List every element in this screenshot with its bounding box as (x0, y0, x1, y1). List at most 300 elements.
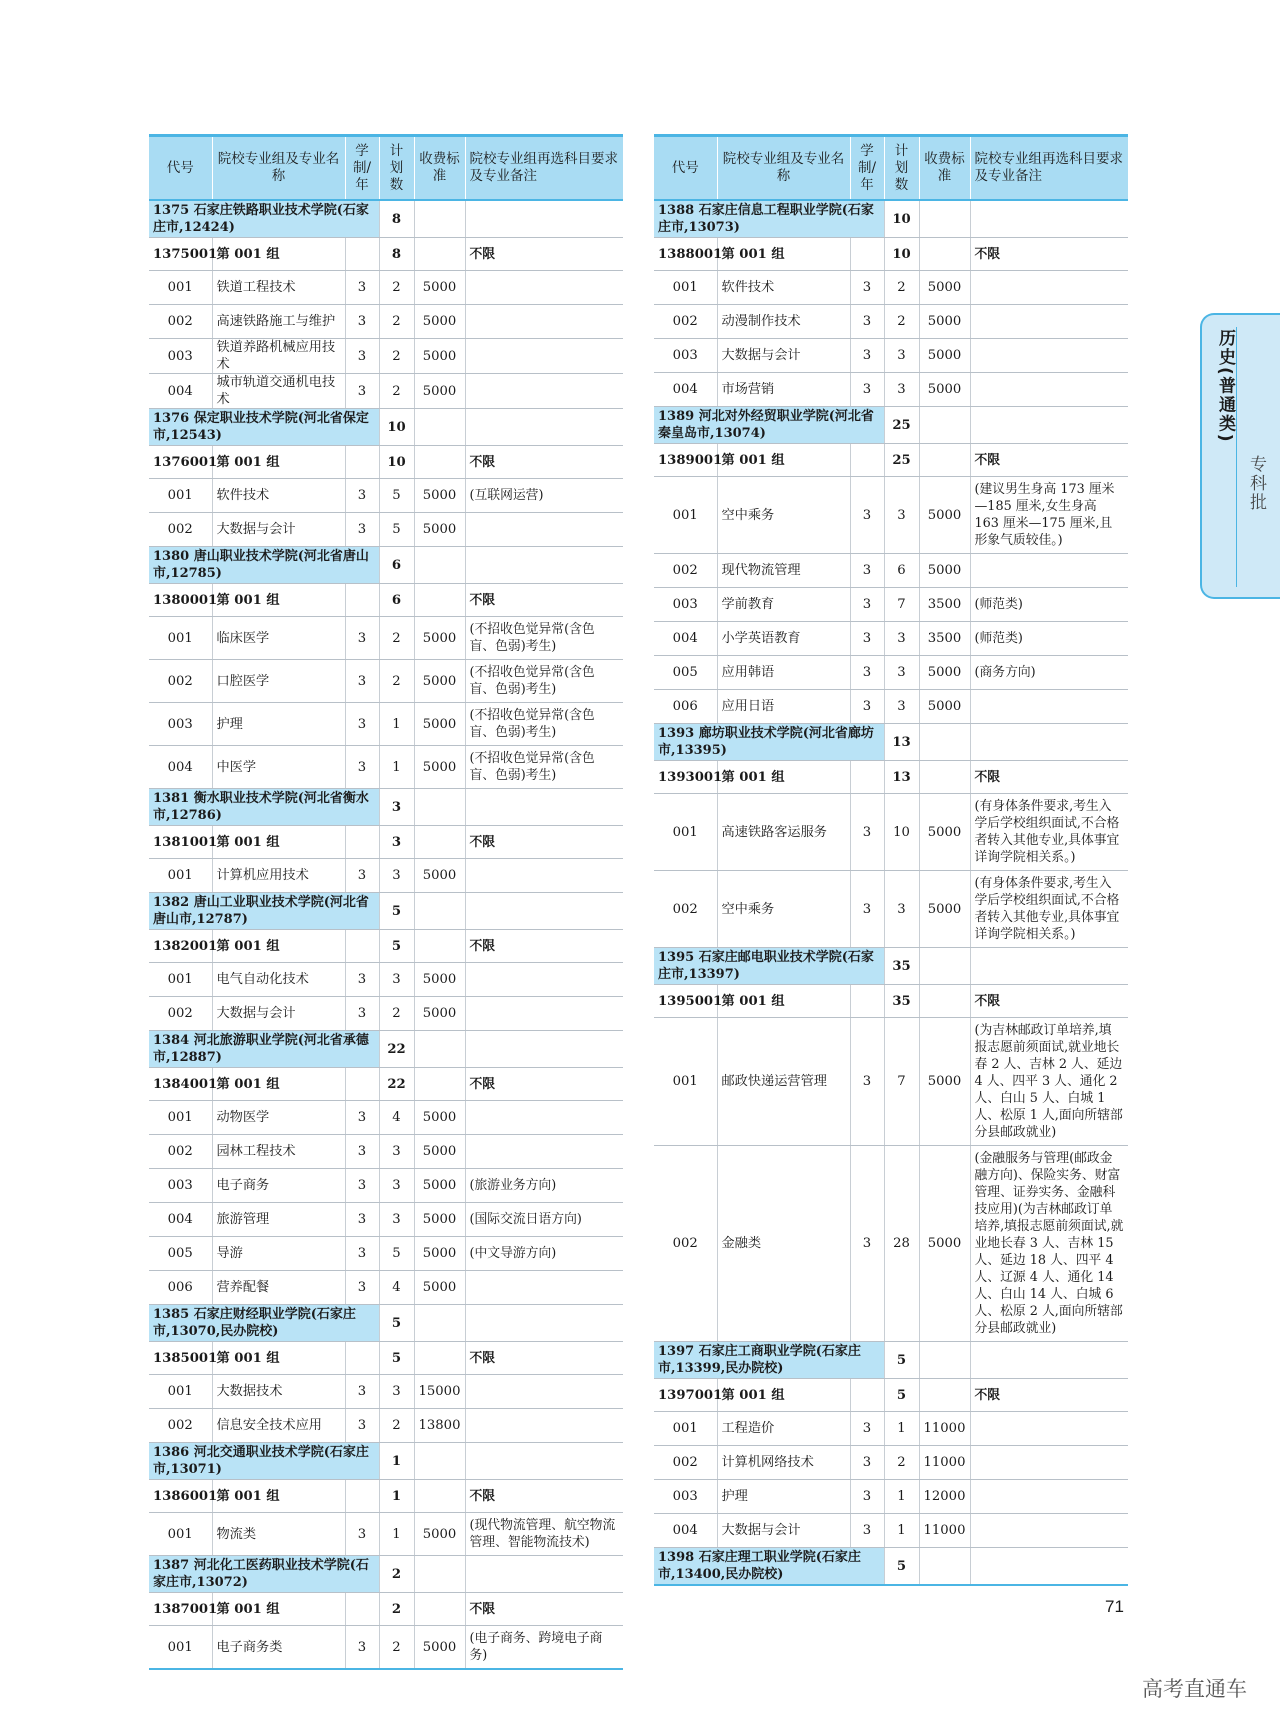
major-years: 3 (345, 1513, 379, 1556)
major-fee: 11000 (919, 1514, 970, 1548)
empty-cell (970, 200, 1128, 238)
major-plan-count: 2 (379, 339, 414, 374)
major-name: 邮政快递运营管理 (717, 1018, 850, 1146)
major-row (149, 479, 623, 513)
major-fee: 5000 (414, 1271, 465, 1305)
group-row (149, 930, 623, 963)
group-row (654, 238, 1128, 271)
major-years: 3 (345, 479, 379, 513)
major-row (149, 617, 623, 660)
school-name: 1375 石家庄铁路职业技术学院(石家庄市,12424) (149, 200, 379, 238)
empty-cell (465, 893, 623, 930)
group-code: 1382001 (149, 930, 212, 963)
school-row (149, 1556, 623, 1593)
major-years: 3 (345, 339, 379, 374)
group-plan-count: 5 (884, 1379, 919, 1412)
major-code: 001 (149, 859, 212, 893)
major-name: 营养配餐 (212, 1271, 345, 1305)
major-note: (中文导游方向) (465, 1237, 623, 1271)
group-name: 第 001 组 (212, 1068, 345, 1101)
major-row (654, 1446, 1128, 1480)
school-row (654, 1548, 1128, 1586)
empty-cell (345, 1342, 379, 1375)
group-name: 第 001 组 (212, 446, 345, 479)
major-name: 计算机应用技术 (212, 859, 345, 893)
major-code: 004 (149, 374, 212, 409)
major-row (654, 477, 1128, 554)
major-years: 3 (345, 1135, 379, 1169)
major-row (654, 1514, 1128, 1548)
header-years: 学制/年 (345, 136, 379, 201)
school-plan-count: 35 (884, 948, 919, 985)
major-fee: 11000 (919, 1446, 970, 1480)
major-fee: 5000 (919, 656, 970, 690)
major-code: 002 (654, 554, 717, 588)
major-years: 3 (345, 1169, 379, 1203)
empty-cell (970, 1342, 1128, 1379)
major-code: 002 (654, 305, 717, 339)
major-note (970, 373, 1128, 407)
major-code: 003 (149, 703, 212, 746)
major-row (654, 339, 1128, 373)
major-code: 002 (149, 1135, 212, 1169)
major-plan-count: 3 (884, 690, 919, 724)
major-plan-count: 3 (379, 963, 414, 997)
group-row (149, 826, 623, 859)
major-name: 导游 (212, 1237, 345, 1271)
major-plan-count: 7 (884, 588, 919, 622)
empty-cell (345, 930, 379, 963)
empty-cell (919, 761, 970, 794)
major-name: 软件技术 (212, 479, 345, 513)
group-requirement: 不限 (465, 930, 623, 963)
major-years: 3 (850, 1412, 884, 1446)
major-plan-count: 3 (379, 1375, 414, 1409)
school-name: 1397 石家庄工商职业学院(石家庄市,13399,民办院校) (654, 1342, 884, 1379)
major-fee: 5000 (414, 617, 465, 660)
major-row (149, 305, 623, 339)
major-plan-count: 3 (884, 871, 919, 948)
empty-cell (414, 789, 465, 826)
major-note: (国际交流日语方向) (465, 1203, 623, 1237)
major-fee: 5000 (414, 513, 465, 547)
major-fee: 5000 (919, 477, 970, 554)
major-row (149, 374, 623, 409)
major-code: 001 (654, 1018, 717, 1146)
major-row (149, 1135, 623, 1169)
empty-cell (465, 1443, 623, 1480)
major-name: 大数据与会计 (717, 1514, 850, 1548)
empty-cell (414, 1443, 465, 1480)
major-years: 3 (345, 1626, 379, 1670)
empty-cell (414, 893, 465, 930)
major-years: 3 (345, 1237, 379, 1271)
major-fee: 5000 (919, 1018, 970, 1146)
major-note: (不招收色觉异常(含色盲、色弱)考生) (465, 746, 623, 789)
group-code: 1393001 (654, 761, 717, 794)
major-years: 3 (850, 305, 884, 339)
major-code: 001 (149, 271, 212, 305)
major-years: 3 (345, 513, 379, 547)
major-code: 001 (149, 479, 212, 513)
major-code: 003 (149, 339, 212, 374)
school-row (654, 724, 1128, 761)
major-years: 3 (345, 963, 379, 997)
empty-cell (414, 1593, 465, 1626)
major-plan-count: 1 (884, 1412, 919, 1446)
major-plan-count: 10 (884, 794, 919, 871)
major-note (465, 859, 623, 893)
major-row (654, 1146, 1128, 1342)
major-note: (金融服务与管理(邮政金融方向)、保险实务、财富管理、证券实务、金融科技应用)(为吉林邮政订单培养,填报志愿前须面试,就业地长春 3 人、吉林 15 人、延边 18 人、四平 4 人、辽源 4 人、通化 14 人、白山 14 人、白城 6 人、松原 2 人,面向所辖部分县邮政就业) (970, 1146, 1128, 1342)
major-fee: 5000 (414, 271, 465, 305)
major-note: (为吉林邮政订单培养,填报志愿前须面试,就业地长春 2 人、吉林 2 人、延边 4 人、四平 3 人、通化 2 人、白山 5 人、白城 1 人、松原 1 人,面向所辖部分县邮政就业) (970, 1018, 1128, 1146)
empty-cell (465, 547, 623, 584)
major-years: 3 (345, 374, 379, 409)
major-row (149, 1626, 623, 1670)
major-plan-count: 3 (379, 1169, 414, 1203)
major-row (149, 1169, 623, 1203)
major-name: 工程造价 (717, 1412, 850, 1446)
major-row (149, 1101, 623, 1135)
major-name: 城市轨道交通机电技术 (212, 374, 345, 409)
school-row (654, 948, 1128, 985)
group-code: 1389001 (654, 444, 717, 477)
major-row (654, 871, 1128, 948)
empty-cell (919, 724, 970, 761)
major-plan-count: 7 (884, 1018, 919, 1146)
side-tab-divider (1236, 327, 1237, 587)
major-plan-count: 3 (884, 656, 919, 690)
group-name: 第 001 组 (212, 1342, 345, 1375)
major-fee: 13800 (414, 1409, 465, 1443)
empty-cell (345, 826, 379, 859)
empty-cell (465, 200, 623, 238)
empty-cell (414, 200, 465, 238)
group-code: 1397001 (654, 1379, 717, 1412)
group-plan-count: 5 (379, 930, 414, 963)
school-name: 1387 河北化工医药职业技术学院(石家庄市,13072) (149, 1556, 379, 1593)
major-years: 3 (850, 271, 884, 305)
major-plan-count: 3 (379, 859, 414, 893)
school-plan-count: 6 (379, 547, 414, 584)
major-years: 3 (850, 339, 884, 373)
major-name: 学前教育 (717, 588, 850, 622)
major-years: 3 (850, 477, 884, 554)
major-years: 3 (345, 703, 379, 746)
major-plan-count: 2 (379, 660, 414, 703)
major-row (149, 746, 623, 789)
empty-cell (345, 584, 379, 617)
major-plan-count: 3 (884, 477, 919, 554)
group-row (654, 761, 1128, 794)
major-fee: 5000 (919, 554, 970, 588)
group-row (149, 1480, 623, 1513)
major-code: 004 (654, 373, 717, 407)
group-plan-count: 6 (379, 584, 414, 617)
group-plan-count: 5 (379, 1342, 414, 1375)
right-table-column (654, 134, 1128, 1586)
school-plan-count: 5 (884, 1342, 919, 1379)
major-row (654, 622, 1128, 656)
major-note: (不招收色觉异常(含色盲、色弱)考生) (465, 617, 623, 660)
group-plan-count: 25 (884, 444, 919, 477)
major-row (149, 1271, 623, 1305)
table-header-row (654, 136, 1128, 201)
major-plan-count: 3 (884, 622, 919, 656)
major-note (465, 271, 623, 305)
empty-cell (345, 1480, 379, 1513)
group-requirement: 不限 (465, 584, 623, 617)
major-name: 现代物流管理 (717, 554, 850, 588)
major-years: 3 (345, 660, 379, 703)
school-plan-count: 2 (379, 1556, 414, 1593)
major-name: 应用日语 (717, 690, 850, 724)
left-table-column (149, 134, 623, 1670)
group-name: 第 001 组 (212, 1480, 345, 1513)
major-code: 002 (654, 1146, 717, 1342)
group-name: 第 001 组 (212, 584, 345, 617)
major-note (465, 305, 623, 339)
empty-cell (414, 409, 465, 446)
major-plan-count: 2 (884, 305, 919, 339)
major-note (465, 1409, 623, 1443)
major-note (465, 1271, 623, 1305)
group-requirement: 不限 (970, 238, 1128, 271)
header-code: 代号 (149, 136, 212, 201)
group-requirement: 不限 (465, 1068, 623, 1101)
major-code: 003 (654, 588, 717, 622)
empty-cell (919, 1379, 970, 1412)
group-requirement: 不限 (465, 446, 623, 479)
header-note: 院校专业组再选科目要求及专业备注 (465, 136, 623, 201)
major-years: 3 (345, 305, 379, 339)
major-code: 001 (149, 1626, 212, 1670)
major-note (970, 690, 1128, 724)
major-note: (建议男生身高 173 厘米—185 厘米,女生身高 163 厘米—175 厘米,且形象气质较佳。) (970, 477, 1128, 554)
major-name: 空中乘务 (717, 871, 850, 948)
group-name: 第 001 组 (212, 238, 345, 271)
major-plan-count: 5 (379, 1237, 414, 1271)
empty-cell (919, 407, 970, 444)
empty-cell (850, 1379, 884, 1412)
empty-cell (414, 238, 465, 271)
school-row (654, 1342, 1128, 1379)
empty-cell (345, 1068, 379, 1101)
major-code: 002 (149, 305, 212, 339)
major-fee: 5000 (414, 859, 465, 893)
major-note (465, 1135, 623, 1169)
major-code: 002 (149, 997, 212, 1031)
major-years: 3 (850, 794, 884, 871)
school-plan-count: 5 (884, 1548, 919, 1586)
header-code: 代号 (654, 136, 717, 201)
major-plan-count: 3 (379, 1135, 414, 1169)
major-name: 金融类 (717, 1146, 850, 1342)
empty-cell (919, 948, 970, 985)
major-fee: 5000 (414, 374, 465, 409)
major-code: 002 (149, 513, 212, 547)
group-code: 1387001 (149, 1593, 212, 1626)
major-plan-count: 5 (379, 479, 414, 513)
major-row (654, 690, 1128, 724)
major-note: (师范类) (970, 588, 1128, 622)
major-years: 3 (850, 1514, 884, 1548)
major-plan-count: 2 (379, 305, 414, 339)
school-name: 1385 石家庄财经职业学院(石家庄市,13070,民办院校) (149, 1305, 379, 1342)
major-plan-count: 2 (379, 1409, 414, 1443)
group-name: 第 001 组 (717, 761, 850, 794)
major-years: 3 (345, 1271, 379, 1305)
empty-cell (465, 789, 623, 826)
admission-table-right (654, 134, 1128, 1586)
school-plan-count: 5 (379, 1305, 414, 1342)
major-name: 高速铁路施工与维护 (212, 305, 345, 339)
major-plan-count: 3 (884, 373, 919, 407)
group-plan-count: 10 (884, 238, 919, 271)
group-row (654, 1379, 1128, 1412)
empty-cell (414, 1342, 465, 1375)
major-plan-count: 2 (379, 1626, 414, 1670)
school-plan-count: 5 (379, 893, 414, 930)
major-fee: 5000 (414, 305, 465, 339)
major-name: 市场营销 (717, 373, 850, 407)
school-name: 1384 河北旅游职业学院(河北省承德市,12887) (149, 1031, 379, 1068)
group-requirement: 不限 (465, 1480, 623, 1513)
major-row (654, 554, 1128, 588)
empty-cell (919, 444, 970, 477)
major-note (465, 1101, 623, 1135)
school-plan-count: 8 (379, 200, 414, 238)
header-fee: 收费标准 (919, 136, 970, 201)
group-row (149, 446, 623, 479)
major-years: 3 (850, 656, 884, 690)
empty-cell (850, 238, 884, 271)
school-name: 1382 唐山工业职业技术学院(河北省唐山市,12787) (149, 893, 379, 930)
page-number: 71 (1105, 1597, 1124, 1616)
school-plan-count: 1 (379, 1443, 414, 1480)
group-name: 第 001 组 (717, 444, 850, 477)
empty-cell (465, 1556, 623, 1593)
major-row (149, 1375, 623, 1409)
school-name: 1381 衡水职业技术学院(河北省衡水市,12786) (149, 789, 379, 826)
empty-cell (919, 985, 970, 1018)
major-fee: 5000 (919, 271, 970, 305)
major-note (465, 997, 623, 1031)
major-code: 005 (149, 1237, 212, 1271)
major-years: 3 (345, 1203, 379, 1237)
major-name: 园林工程技术 (212, 1135, 345, 1169)
empty-cell (970, 407, 1128, 444)
major-years: 3 (850, 588, 884, 622)
empty-cell (850, 761, 884, 794)
school-name: 1380 唐山职业技术学院(河北省唐山市,12785) (149, 547, 379, 584)
major-code: 003 (149, 1169, 212, 1203)
major-years: 3 (850, 554, 884, 588)
major-code: 006 (149, 1271, 212, 1305)
empty-cell (919, 200, 970, 238)
major-row (654, 271, 1128, 305)
major-note: (不招收色觉异常(含色盲、色弱)考生) (465, 660, 623, 703)
major-plan-count: 4 (379, 1101, 414, 1135)
empty-cell (919, 1342, 970, 1379)
empty-cell (465, 409, 623, 446)
major-note: (有身体条件要求,考生入学后学校组织面试,不合格者转入其他专业,具体事宜详询学院相关系。) (970, 871, 1128, 948)
major-note: (有身体条件要求,考生入学后学校组织面试,不合格者转入其他专业,具体事宜详询学院相关系。) (970, 794, 1128, 871)
major-code: 004 (654, 622, 717, 656)
major-note: (师范类) (970, 622, 1128, 656)
empty-cell (414, 1305, 465, 1342)
school-plan-count: 22 (379, 1031, 414, 1068)
major-code: 003 (654, 339, 717, 373)
major-plan-count: 1 (884, 1480, 919, 1514)
major-name: 大数据技术 (212, 1375, 345, 1409)
major-code: 002 (654, 871, 717, 948)
major-fee: 5000 (414, 339, 465, 374)
major-fee: 5000 (414, 963, 465, 997)
major-note (465, 963, 623, 997)
major-fee: 5000 (414, 479, 465, 513)
major-years: 3 (345, 271, 379, 305)
major-row (654, 305, 1128, 339)
major-code: 002 (654, 1446, 717, 1480)
major-row (654, 794, 1128, 871)
major-name: 护理 (212, 703, 345, 746)
empty-cell (919, 238, 970, 271)
major-plan-count: 3 (884, 339, 919, 373)
major-row (654, 1018, 1128, 1146)
group-plan-count: 22 (379, 1068, 414, 1101)
group-code: 1395001 (654, 985, 717, 1018)
school-name: 1376 保定职业技术学院(河北省保定市,12543) (149, 409, 379, 446)
major-note (970, 1446, 1128, 1480)
school-plan-count: 10 (884, 200, 919, 238)
group-row (149, 584, 623, 617)
major-name: 护理 (717, 1480, 850, 1514)
school-row (149, 789, 623, 826)
empty-cell (465, 1305, 623, 1342)
table-body-right (654, 200, 1128, 1585)
empty-cell (414, 1068, 465, 1101)
empty-cell (414, 1480, 465, 1513)
empty-cell (345, 446, 379, 479)
major-name: 旅游管理 (212, 1203, 345, 1237)
empty-cell (414, 547, 465, 584)
group-name: 第 001 组 (212, 1593, 345, 1626)
major-row (149, 703, 623, 746)
empty-cell (414, 446, 465, 479)
major-fee: 5000 (919, 1146, 970, 1342)
major-fee: 5000 (919, 871, 970, 948)
group-row (149, 1342, 623, 1375)
major-plan-count: 2 (379, 997, 414, 1031)
group-code: 1375001 (149, 238, 212, 271)
group-row (654, 444, 1128, 477)
group-code: 1386001 (149, 1480, 212, 1513)
group-code: 1381001 (149, 826, 212, 859)
major-note: (现代物流管理、航空物流管理、智能物流技术) (465, 1513, 623, 1556)
major-plan-count: 28 (884, 1146, 919, 1342)
major-note: (电子商务、跨境电子商务) (465, 1626, 623, 1670)
empty-cell (345, 238, 379, 271)
major-years: 3 (850, 1446, 884, 1480)
major-row (654, 588, 1128, 622)
group-name: 第 001 组 (212, 930, 345, 963)
major-code: 005 (654, 656, 717, 690)
major-plan-count: 4 (379, 1271, 414, 1305)
major-row (654, 1412, 1128, 1446)
major-row (149, 1513, 623, 1556)
